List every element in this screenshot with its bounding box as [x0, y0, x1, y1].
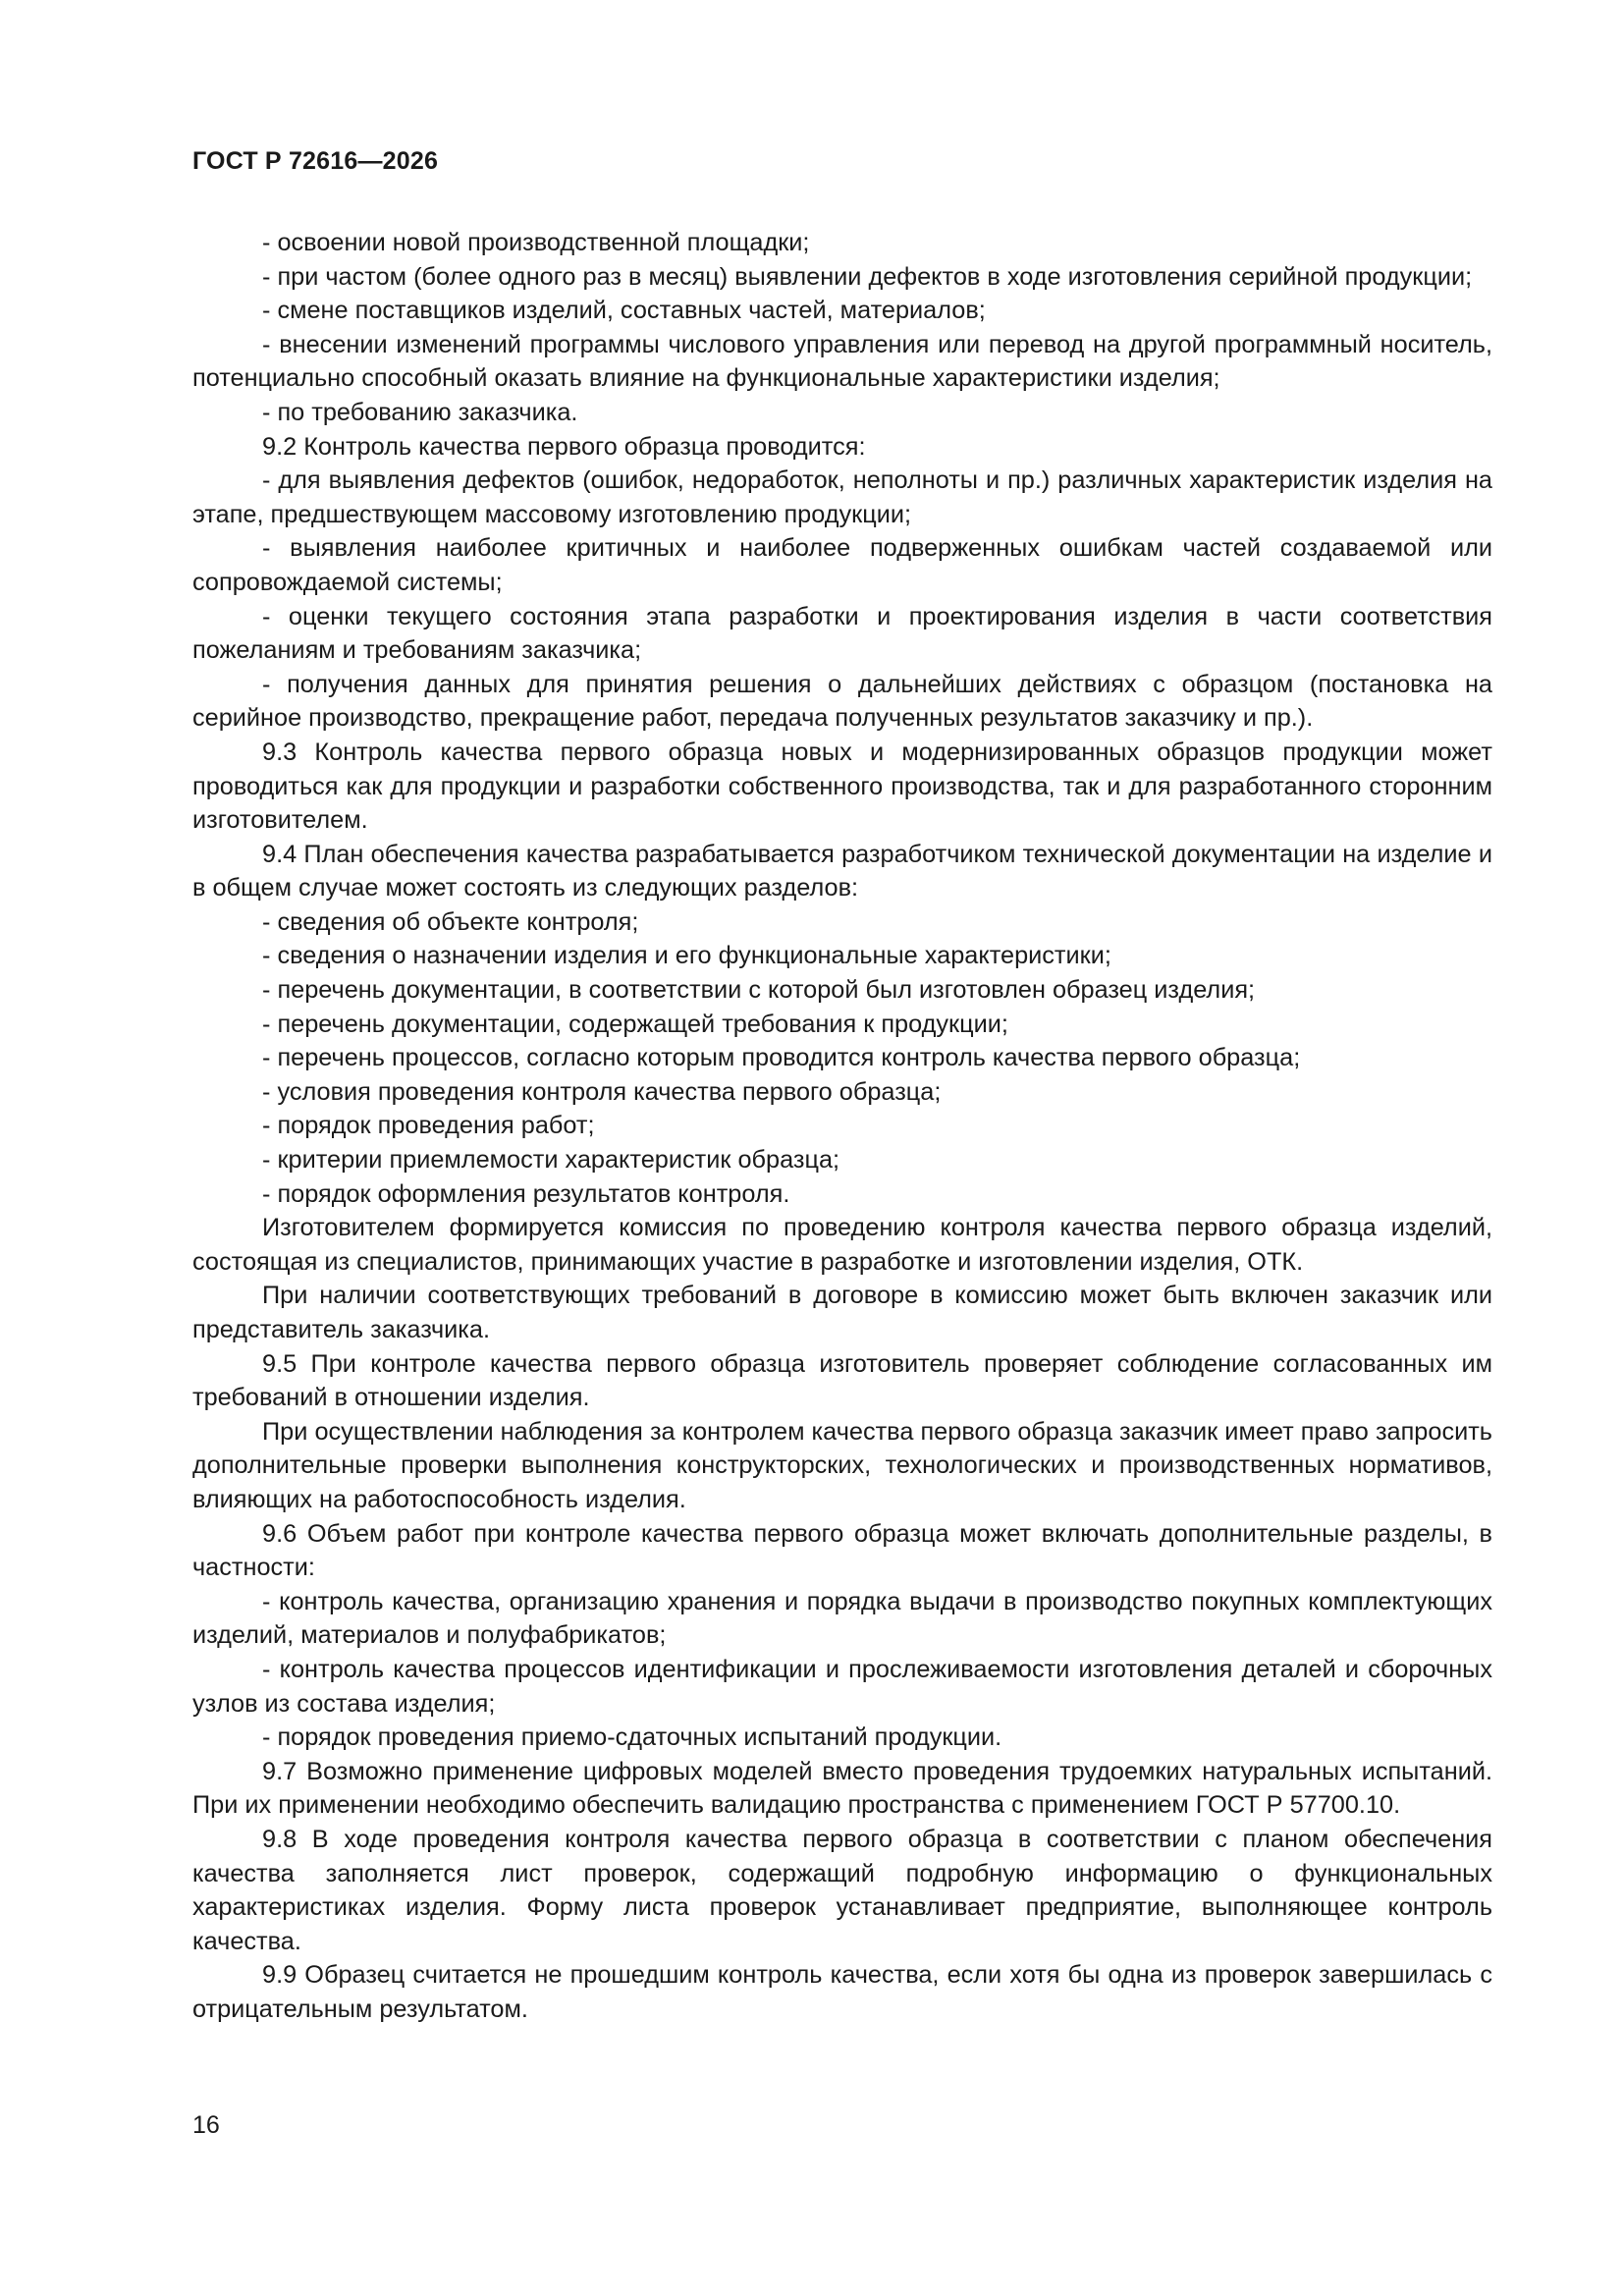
paragraph: - освоении новой производственной площадки; — [262, 229, 810, 256]
paragraph: 9.4 План обеспечения качества разрабатывается разработчиком технической документации на изделие и в общем случае может состоять из следующих разделов: — [192, 840, 1492, 902]
paragraph: - перечень процессов, согласно которым проводится контроль качества первого образца; — [262, 1044, 1301, 1072]
paragraph: - по требованию заказчика. — [262, 398, 578, 426]
paragraph: 9.8 В ходе проведения контроля качества первого образца в соответствии с планом обеспечения качества заполняется лист проверок, содержащий подробную информацию о функциональных характеристиках изделия. Форму листа проверок устанавливает предприятие, выполняющее контроль качества. — [192, 1825, 1492, 1955]
paragraph: - получения данных для принятия решения о дальнейших действиях с образцом (постановка на серийное производство, прекращение работ, передача полученных результатов заказчику и пр.). — [192, 670, 1492, 733]
paragraph: - выявления наиболее критичных и наиболее подверженных ошибкам частей создаваемой или сопровождаемой системы; — [192, 534, 1492, 596]
paragraph: - условия проведения контроля качества первого образца; — [262, 1077, 942, 1106]
paragraph: - контроль качества процессов идентификации и прослеживаемости изготовления деталей и сборочных узлов из состава изделия; — [192, 1655, 1492, 1718]
paragraph: 9.2 Контроль качества первого образца проводится: — [262, 432, 866, 461]
paragraph: 9.7 Возможно применение цифровых моделей вместо проведения трудоемких натуральных испытаний. При их применении необходимо обеспечить валидацию пространства с применением ГОСТ Р 57700.10. — [192, 1757, 1492, 1820]
paragraph: При наличии соответствующих требований в договоре в комиссию может быть включен заказчик или представитель заказчика. — [192, 1282, 1492, 1343]
paragraph: 9.5 При контроле качества первого образца изготовитель проверяет соблюдение согласованных им требований в отношении изделия. — [192, 1349, 1492, 1412]
paragraph: - критерии приемлемости характеристик образца; — [262, 1146, 840, 1175]
paragraph: - порядок проведения приемо-сдаточных испытаний продукции. — [262, 1723, 1002, 1752]
paragraph: - перечень документации, содержащей требования к продукции; — [262, 1010, 1008, 1038]
paragraph: При осуществлении наблюдения за контролем качества первого образца заказчик имеет право запросить дополнительные проверки выполнения конструкторских, технологических и производственных нормативов, влияющих на работоспособность изделия. — [192, 1417, 1492, 1513]
paragraph: Изготовителем формируется комиссия по проведению контроля качества первого образца изделий, состоящая из специалистов, принимающих участие в разработке и изготовлении изделия, ОТК. — [192, 1214, 1492, 1276]
paragraph: - внесении изменений программы числового управления или перевод на другой программный носитель, потенциально способный оказать влияние на функциональные характеристики изделия; — [192, 330, 1492, 393]
document-body — [192, 226, 1492, 2026]
document-code-header: ГОСТ Р 72616—2026 — [192, 147, 439, 175]
paragraph: - сведения о назначении изделия и его функциональные характеристики; — [262, 942, 1111, 970]
page-number: 16 — [192, 2111, 220, 2139]
paragraph: - оценки текущего состояния этапа разработки и проектирования изделия в части соответствия пожеланиям и требованиям заказчика; — [192, 602, 1492, 665]
paragraph: 9.9 Образец считается не прошедшим контроль качества, если хотя бы одна из проверок завершилась с отрицательным результатом. — [192, 1961, 1492, 2023]
paragraph: - перечень документации, в соответствии с которой был изготовлен образец изделия; — [262, 976, 1256, 1005]
paragraph: 9.6 Объем работ при контроле качества первого образца может включать дополнительные разделы, в частности: — [192, 1519, 1492, 1582]
paragraph: - порядок оформления результатов контроля. — [262, 1179, 790, 1208]
paragraph: - при частом (более одного раз в месяц) выявлении дефектов в ходе изготовления серийной продукции; — [262, 262, 1473, 291]
paragraph: - контроль качества, организацию хранения и порядка выдачи в производство покупных комплектующих изделий, материалов и полуфабрикатов; — [192, 1587, 1492, 1650]
paragraph: - сведения об объекте контроля; — [262, 907, 639, 936]
paragraph: - для выявления дефектов (ошибок, недоработок, неполноты и пр.) различных характеристик изделия на этапе, предшествующем массовому изготовлению продукции; — [192, 466, 1492, 528]
paragraph: - порядок проведения работ; — [262, 1112, 595, 1140]
paragraph: - смене поставщиков изделий, составных частей, материалов; — [262, 297, 986, 325]
paragraph: 9.3 Контроль качества первого образца новых и модернизированных образцов продукции может проводиться как для продукции и разработки собственного производства, так и для разработанного сторонним изготовителем. — [192, 738, 1492, 835]
